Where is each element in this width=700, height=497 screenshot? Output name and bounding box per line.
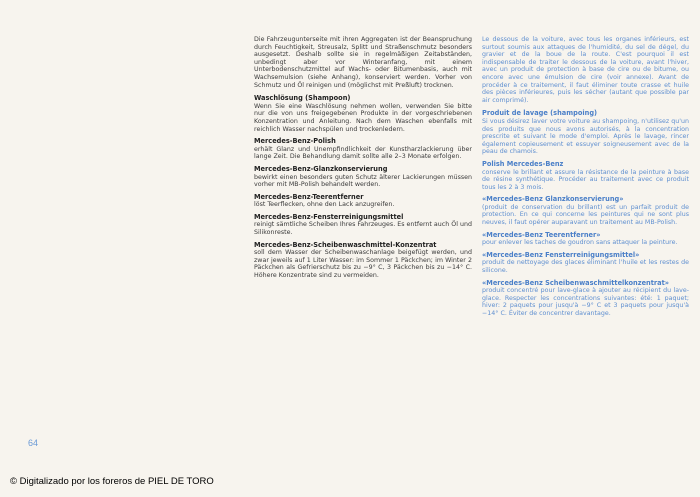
french-section-heading: «Mercedes-Benz Fensterreinigungsmittel»: [482, 250, 640, 259]
french-section: [482, 232, 689, 247]
german-section-text: reinigt sämtliche Scheiben Ihres Fahrzeuges. Es entfernt auch Öl und Silikonreste.: [254, 221, 472, 237]
french-section-text: produit de nettoyage des glaces éliminant l'huile et les restes de silicone.: [482, 259, 689, 275]
german-section: [254, 194, 472, 209]
german-section: [254, 95, 472, 133]
german-section-text: erhält Glanz und Unempfindlichkeit der Kunstharzlackierung über lange Zeit. Die Behandlung damit sollte alle 2–3 Monate erfolgen.: [254, 145, 472, 161]
german-column: [254, 36, 472, 280]
french-section-text: conserve le brillant et assure la résistance de la peinture à base de résine synthétique. Procéder au traitement avec ce produit tous les 2 à 3 mois.: [482, 168, 689, 191]
german-section-heading: Mercedes-Benz-Polish: [254, 137, 336, 146]
german-section: [254, 166, 472, 189]
german-section-text: löst Teerflecken, ohne den Lack anzugreifen.: [254, 201, 395, 209]
german-section-heading: Mercedes-Benz-Fensterreinigungsmittel: [254, 212, 404, 221]
french-section: [482, 252, 689, 275]
french-section: [482, 161, 689, 191]
german-section-heading: Mercedes-Benz-Glanzkonservierung: [254, 164, 388, 173]
german-section-text: soll dem Wasser der Scheibenwaschanlage beigefügt werden, und zwar jeweils auf 1 Liter Wasser: im Sommer 1 Päckchen; im Winter 2 Päckchen als Gefrierschutz bis zu −9° C, 3 Päckchen bis zu −14° C. Höhere Konzentrate sind zu vermeiden.: [254, 249, 472, 280]
french-intro-paragraph: Le dessous de la voiture, avec tous les organes inférieurs, est surtout soumis aux attaques de l'humidité, du sel de dégel, du gravier et de la boue de la route. C'est pourquoi il est indispensable de traiter le dessous de la voiture, avant l'hiver, avec un produit de protection à base de cire ou de bitume, ou encore avec une émulsion de cire (voir annexe). Avant de procéder à ce traitement, il faut éliminer toute crasse et huile des pièces inférieures, puis les sécher (autant que possible par air comprimé).: [482, 36, 689, 104]
german-section-heading: Mercedes-Benz-Scheibenwaschmittel-Konzentrat: [254, 240, 437, 249]
page-number: 64: [28, 438, 39, 448]
french-section: [482, 196, 689, 226]
german-section-heading: Mercedes-Benz-Teerentferner: [254, 192, 364, 201]
german-section-text: Wenn Sie eine Waschlösung nehmen wollen, verwenden Sie bitte nur die von uns freigegebenen Produkte in der vorgeschriebenen Konzentration und Anleitung. Nach dem Waschen ebenfalls mit reichlich Wasser nachspülen und trockenledern.: [254, 102, 472, 133]
german-intro-paragraph: Die Fahrzeugunterseite mit ihren Aggregaten ist der Beanspruchung durch Feuchtigkeit, Streusalz, Splitt und Straßenschmutz besonders ausgesetzt. Deshalb sollte sie in regelmäßigen Zeitabständen, unbedingt aber vor Winteranfang, mit einem Unterbodenschutzmittel auf Wachs- oder Bitumenbasis, auch mit Wachsemulsion (siehe Anhang), konserviert werden. Vorher von Schmutz und Öl reinigen und (möglichst mit Preßluft) trocknen.: [254, 36, 472, 89]
french-section-heading: Polish Mercedes-Benz: [482, 159, 564, 168]
french-section-text: produit concentré pour lave-glace à ajouter au récipient du lave-glace. Respecter les concentrations suivantes: été: 1 paquet; hiver: 2 paquets pour jusqu'à −9° C et 3 paquets pour jusqu'à −14° C. Éviter de concentrer davantage.: [482, 287, 689, 317]
french-section-heading: «Mercedes-Benz Teerentferner»: [482, 230, 601, 239]
french-section-text: pour enlever les taches de goudron sans attaquer la peinture.: [482, 239, 678, 247]
copyright-footer: © Digitalizado por los foreros de PIEL DE TORO: [10, 476, 214, 487]
french-section-heading: Produit de lavage (shampoing): [482, 109, 598, 118]
french-section-heading: «Mercedes-Benz Scheibenwaschmittelkonzentrat»: [482, 278, 670, 287]
german-section-heading: Waschlösung (Shampoon): [254, 94, 351, 103]
french-section: [482, 280, 689, 318]
french-section-heading: «Mercedes-Benz Glanzkonservierung»: [482, 195, 624, 204]
french-section-text: Si vous désirez laver votre voiture au shampoing, n'utilisez qu'un des produits que nous avons autorisés, à la concentration prescrite et suivant le mode d'emploi. Après le lavage, rincer également copieusement et essuyer soigneusement avec de la peau de chamois.: [482, 117, 689, 156]
german-section: [254, 242, 472, 280]
german-section: [254, 214, 472, 237]
german-section: [254, 138, 472, 161]
french-column: [482, 36, 689, 318]
french-section-text: (produit de conservation du brillant) est un parfait produit de protection. En ce qui concerne les peintures qui ne sont plus neuves, il faut opérer auparavant un traitement au MB-Polish.: [482, 203, 689, 227]
german-section-text: bewirkt einen besonders guten Schutz älterer Lackierungen müssen vorher mit MB-Polish behandelt werden.: [254, 173, 472, 189]
french-section: [482, 110, 689, 156]
